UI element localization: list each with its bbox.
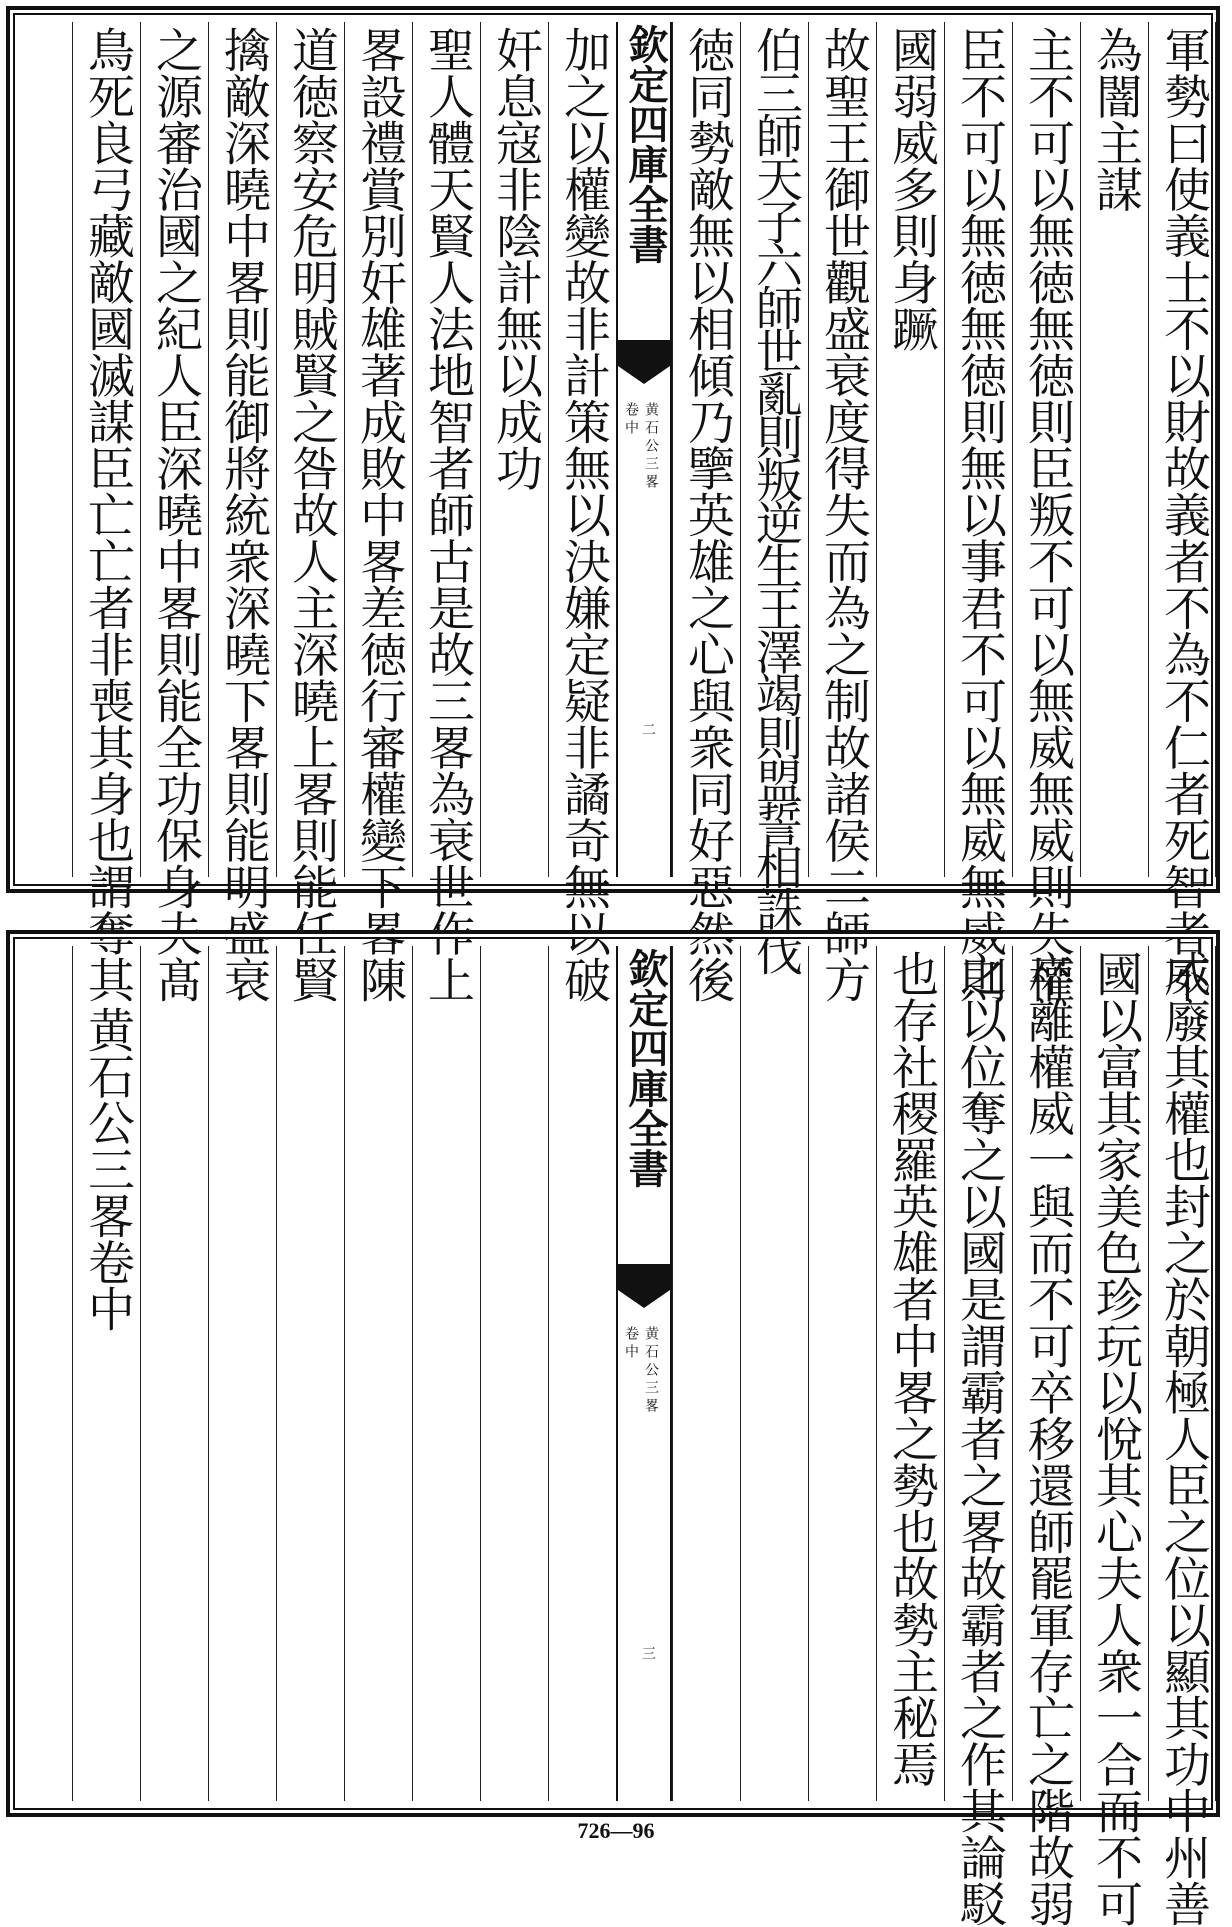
volume-label: 卷中 [623, 1326, 639, 1362]
text-column [344, 22, 412, 1003]
collection-title: 欽定四庫全書 [622, 24, 669, 264]
collection-title: 欽定四庫全書 [622, 948, 669, 1188]
column-text: 為闇主謀 [1088, 26, 1143, 212]
text-column [276, 22, 344, 1003]
text-column [276, 946, 344, 1801]
page-footer-number: 726—96 [577, 1818, 655, 1843]
column-text: 徳同勢敵無以相傾乃擥英雄之心與衆同好惡然後 [680, 26, 735, 1003]
column-text: 之以位奪之以國是謂霸者之畧故霸者之作其論駁 [952, 950, 1007, 1927]
text-column [876, 946, 944, 1801]
text-column [344, 946, 412, 1801]
column-text: 道徳察安危明賊賢之咎故人主深曉上畧則能任賢 [284, 26, 339, 1003]
text-column [208, 946, 276, 1801]
text-column [412, 22, 480, 1003]
column-text: 黄石公三畧卷中 [80, 1006, 135, 1332]
column-text: 加之以權變故非計策無以決嫌定疑非譎奇無以破 [556, 26, 611, 1003]
column-text: 國弱威多則身蹶 [884, 26, 939, 352]
column-text: 奸息寇非陰計無以成功 [488, 26, 543, 491]
text-column [1012, 22, 1080, 1003]
text-column [480, 22, 548, 877]
fishtail-mark [618, 1264, 670, 1290]
column-text: 鳥死良弓藏敵國滅謀臣亡亡者非喪其身也謂奪其 [80, 26, 135, 1003]
text-column [672, 946, 740, 1801]
column-text: 之源審治國之紀人臣深曉中畧則能全功保身夫髙 [148, 26, 203, 1003]
column-text: 卒離權威一與而不可卒移還師罷軍存亡之階故弱 [1020, 950, 1075, 1927]
text-column [740, 22, 808, 972]
text-column [72, 22, 140, 1003]
column-text: 故聖王御世觀盛衰度得失而為之制故諸侯二師方 [816, 26, 871, 1003]
column-text: 伯三師天子六師世亂則叛逆生王澤竭則盟誓相誅伐 [748, 26, 803, 972]
text-column [808, 22, 876, 1003]
column-text: 也存社稷羅英雄者中畧之勢也故勢主秘焉 [884, 950, 939, 1787]
column-text: 威廢其權也封之於朝極人臣之位以顯其功中州善 [1156, 950, 1211, 1927]
text-column [412, 946, 480, 1801]
text-column [140, 946, 208, 1801]
book-title-label: 黄石公三畧 [643, 402, 659, 492]
text-column [1080, 22, 1148, 877]
column-text: 擒敵深曉中畧則能御將統衆深曉下畧則能明盛衰 [216, 26, 271, 1003]
fishtail-mark [618, 340, 670, 366]
text-column [1148, 946, 1216, 1927]
text-column [140, 22, 208, 1003]
folio-number: 三 [640, 1646, 656, 1660]
column-text: 主不可以無徳無徳則臣叛不可以無威無威則失權 [1020, 26, 1075, 1003]
book-title-label: 黄石公三畧 [643, 1326, 659, 1416]
text-column [1080, 946, 1148, 1927]
text-column [548, 22, 616, 1003]
text-column [740, 946, 808, 1801]
text-column [208, 22, 276, 1003]
text-column [944, 22, 1012, 1003]
top-page [6, 6, 1220, 1003]
column-text: 畧設禮賞別奸雄著成敗中畧差徳行審權變下畧陳 [352, 26, 407, 1003]
center-fold [616, 946, 672, 1801]
text-column [1148, 22, 1216, 1003]
folio-number: 二 [640, 722, 656, 736]
center-fold [616, 22, 672, 877]
text-column [672, 22, 740, 1003]
text-column [548, 946, 616, 1801]
text-column [808, 946, 876, 1801]
text-column [72, 946, 140, 1801]
top-page-body [24, 22, 1211, 1003]
text-column [876, 22, 944, 877]
column-text: 軍勢曰使義士不以財故義者不為不仁者死智者不 [1156, 26, 1211, 1003]
column-text: 聖人體天賢人法地智者師古是故三畧為衰世作上 [420, 26, 475, 1003]
text-column [944, 946, 1012, 1927]
column-text: 臣不可以無徳無徳則無以事君不可以無威無威則 [952, 26, 1007, 1003]
text-column [1012, 946, 1080, 1927]
volume-label: 卷中 [623, 402, 639, 438]
column-text: 國以富其家美色珍玩以悅其心夫人衆一合而不可 [1088, 950, 1143, 1927]
text-column [480, 946, 548, 1801]
